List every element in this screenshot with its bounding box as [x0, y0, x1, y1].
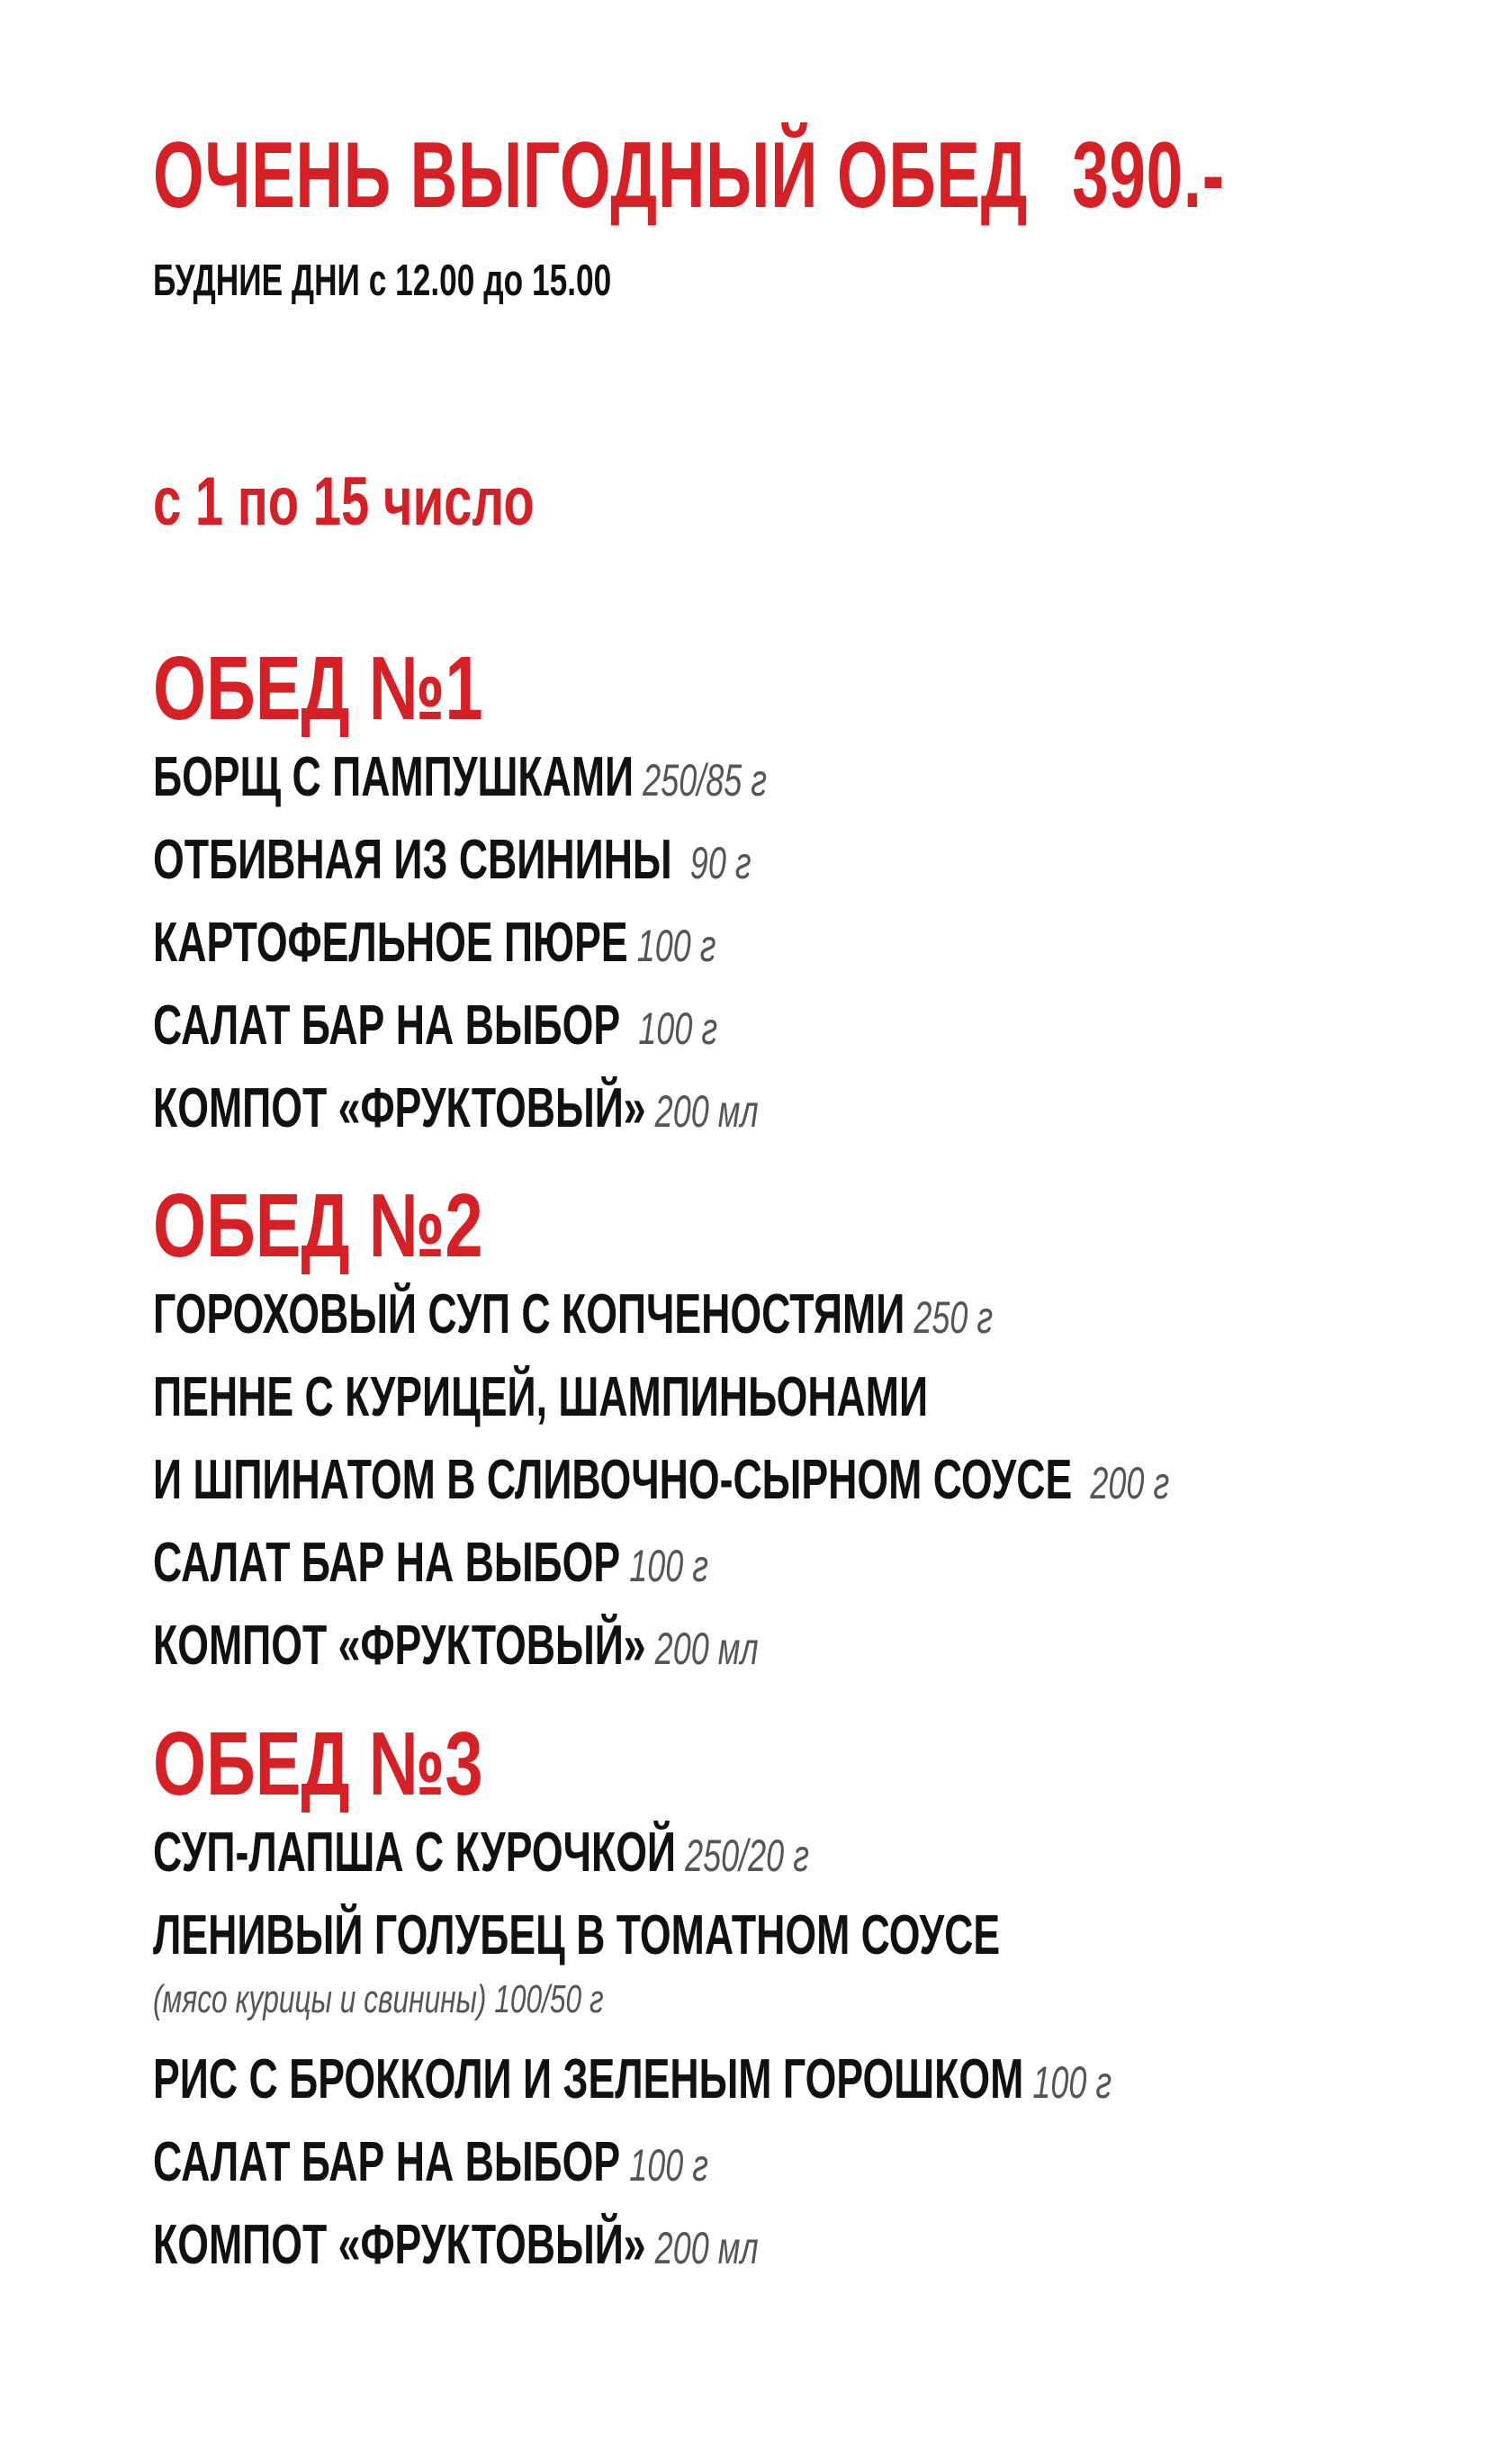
dish-name: ОТБИВНАЯ ИЗ СВИНИНЫ	[153, 829, 672, 891]
dish-portion: 100 г	[1032, 2057, 1112, 2108]
lunch-3-dish	[153, 2048, 1112, 2110]
lunch-3-dish	[153, 1822, 809, 1884]
dish-name: САЛАТ БАР НА ВЫБОР	[153, 1532, 621, 1594]
dish-name: ГОРОХОВЫЙ СУП С КОПЧЕНОСТЯМИ	[153, 1283, 905, 1345]
dish-portion: 100 г	[629, 2140, 709, 2191]
dish-name: КАРТОФЕЛЬНОЕ ПЮРЕ	[153, 912, 628, 974]
lunch-2-dish	[153, 1449, 1170, 1511]
dish-portion: 250/85 г	[643, 755, 768, 805]
dish-name: ПЕННЕ С КУРИЦЕЙ, ШАМПИНЬОНАМИ	[153, 1366, 929, 1428]
dish-name: САЛАТ БАР НА ВЫБОР	[153, 994, 621, 1057]
lunch-3-dish	[153, 2214, 759, 2276]
lunch-3-dish	[153, 1904, 1001, 1966]
dish-portion: 100 г	[629, 1541, 709, 1591]
dish-name: БОРЩ С ПАМПУШКАМИ	[153, 746, 634, 808]
menu-price: 390.-	[1072, 123, 1225, 228]
lunch-1-dish	[153, 912, 716, 974]
dish-portion: 90 г	[689, 838, 752, 888]
dish-portion: 200 г	[1090, 1458, 1170, 1508]
lunch-2-dish	[153, 1283, 994, 1345]
lunch-2-dish	[153, 1366, 929, 1428]
dish-note: (мясо курицы и свинины) 100/50 г	[153, 1977, 604, 2021]
lunch-3-dish	[153, 2131, 709, 2193]
lunch-1-dish	[153, 829, 752, 891]
dish-name: КОМПОТ «ФРУКТОВЫЙ»	[153, 1077, 646, 1139]
dish-name: КОМПОТ «ФРУКТОВЫЙ»	[153, 1615, 646, 1677]
dish-name: ЛЕНИВЫЙ ГОЛУБЕЦ В ТОМАТНОМ СОУСЕ	[153, 1904, 1001, 1966]
dish-portion: 200 мл	[654, 1624, 759, 1674]
dish-portion: 100 г	[636, 921, 716, 971]
lunch-2-title: ОБЕД №2	[153, 1175, 483, 1276]
menu-title-text: ОЧЕНЬ ВЫГОДНЫЙ ОБЕД	[153, 123, 1029, 228]
menu-title	[153, 123, 1225, 228]
lunch-1-dish	[153, 994, 718, 1057]
dish-name: И ШПИНАТОМ В СЛИВОЧНО-СЫРНОМ СОУСЕ	[153, 1449, 1073, 1511]
dish-name: РИС С БРОККОЛИ И ЗЕЛЕНЫМ ГОРОШКОМ	[153, 2048, 1024, 2110]
lunch-2-dish	[153, 1615, 759, 1677]
lunch-3-title: ОБЕД №3	[153, 1714, 483, 1814]
menu-schedule: БУДНИЕ ДНИ с 12.00 до 15.00	[153, 256, 612, 305]
dish-portion: 250 г	[914, 1292, 994, 1343]
lunch-1-title: ОБЕД №1	[153, 638, 483, 739]
menu-period: с 1 по 15 число	[153, 463, 535, 540]
dish-name: САЛАТ БАР НА ВЫБОР	[153, 2131, 621, 2193]
lunch-2-dish	[153, 1532, 709, 1594]
dish-portion: 100 г	[638, 1003, 718, 1054]
lunch-1-dish	[153, 746, 768, 808]
dish-name: КОМПОТ «ФРУКТОВЫЙ»	[153, 2214, 646, 2276]
dish-portion: 200 мл	[654, 2223, 759, 2273]
dish-portion: 250/20 г	[685, 1831, 809, 1881]
dish-portion: 200 мл	[654, 1086, 759, 1137]
lunch-1-dish	[153, 1077, 759, 1139]
dish-name: СУП-ЛАПША С КУРОЧКОЙ	[153, 1822, 677, 1884]
